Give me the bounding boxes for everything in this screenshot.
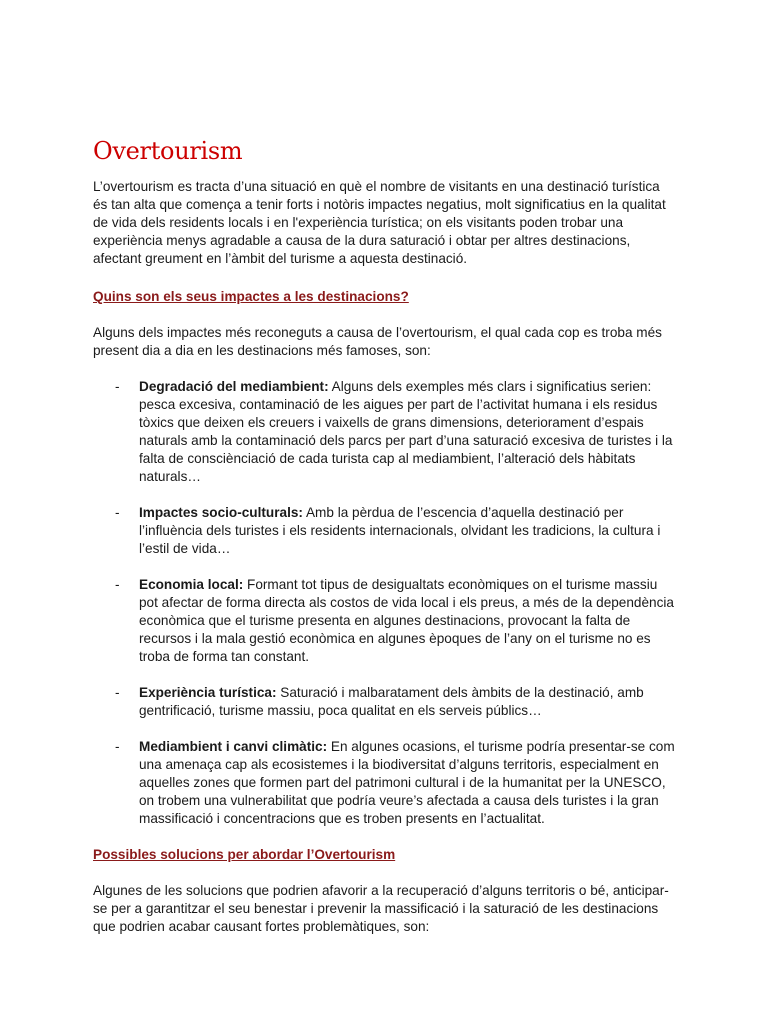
intro-paragraph: L’overtourism es tracta d’una situació en què el nombre de visitants en una destinació turística és tan alta que comença a tenir forts i notòris impactes negatius, molt significatius en la qualitat de vida dels residents locals i en l'experiència turística; on els visitants poden trobar una experiència menys agradable a causa de la dura saturació i obtar per altres destinacions, afectant greument en l’àmbit del turisme a aquesta destinació.	[93, 179, 666, 266]
list-item-text: Alguns dels exemples més clars i significatius serien: pesca excesiva, contaminació de les aigues per part de l’activitat humana i els residus tòxics que deixen els creuers i vaixells de grans dimensions, deteriorament d’espais naturals amb la contaminació dels parcs per part d’una saturació excesiva de turistes i la falta de consciènciació de cada turista cap al mediambient, l’alteració dels hàbitats naturals…	[139, 379, 673, 484]
impacts-lead-paragraph: Alguns dels impactes més reconeguts a causa de l’overtourism, el qual cada cop es troba més present dia a dia en les destinacions més famoses, son:	[93, 325, 662, 358]
list-item-term: Degradació del mediambient:	[139, 379, 329, 394]
list-item-local-economy	[93, 576, 677, 666]
list-item-environment	[93, 378, 677, 486]
list-item-text: Formant tot tipus de desigualtats econòmiques on el turisme massiu pot afectar de forma directa als costos de vida local i els preus, a més de la dependència econòmica que el turisme presenta en algunes destinacions, provocant la falta de recursos i la mala gestió econòmica en algunes èpoques de l’any on el turisme no es troba de forma tan constant.	[139, 577, 674, 664]
list-item-text: Saturació i malbaratament dels àmbits de la destinació, amb gentrificació, turisme massiu, poca qualitat en els serveis públics…	[139, 685, 644, 718]
bullet-dash: -	[115, 685, 120, 700]
document-title: Overtourism	[93, 137, 243, 165]
document-page	[93, 136, 677, 936]
list-item-climate-change	[93, 738, 677, 828]
section-impacts-heading: Quins son els seus impactes a les destinacions?	[93, 289, 409, 304]
bullet-dash: -	[115, 739, 120, 754]
list-item-tourist-experience	[93, 684, 677, 720]
bullet-dash: -	[115, 577, 120, 592]
bullet-dash: -	[115, 505, 120, 520]
list-item-term: Impactes socio-culturals:	[139, 505, 303, 520]
list-item-term: Mediambient i canvi climàtic:	[139, 739, 328, 754]
solutions-lead-paragraph: Algunes de les solucions que podrien afavorir a la recuperació d’alguns territoris o bé, anticipar-se per a garantitzar el seu benestar i prevenir la massificació i la saturació de les destinacions que podrien acabar causant fortes problemàtiques, son:	[93, 883, 669, 934]
bullet-dash: -	[115, 379, 120, 394]
impacts-list	[93, 378, 677, 828]
list-item-socio-cultural	[93, 504, 677, 558]
list-item-text: Amb la pèrdua de l’escencia d’aquella destinació per l’influència dels turistes i els residents internacionals, olvidant les tradicions, la cultura i l’estil de vida…	[139, 505, 661, 556]
list-item-term: Economia local:	[139, 577, 244, 592]
list-item-term: Experiència turística:	[139, 685, 277, 700]
section-solutions-heading: Possibles solucions per abordar l’Overtourism	[93, 847, 396, 862]
list-item-text: En algunes ocasions, el turisme podría presentar-se com una amenaça cap als ecosistemes i la biodiversitat d’alguns territoris, especialment en aquelles zones que formen part del patrimoni cultural i de la humanitat per la UNESCO, on trobem una vulnerabilitat que podría veure’s afectada a causa dels turistes i la gran massificació i concentracions que es troben presents en l’actualitat.	[139, 739, 675, 826]
